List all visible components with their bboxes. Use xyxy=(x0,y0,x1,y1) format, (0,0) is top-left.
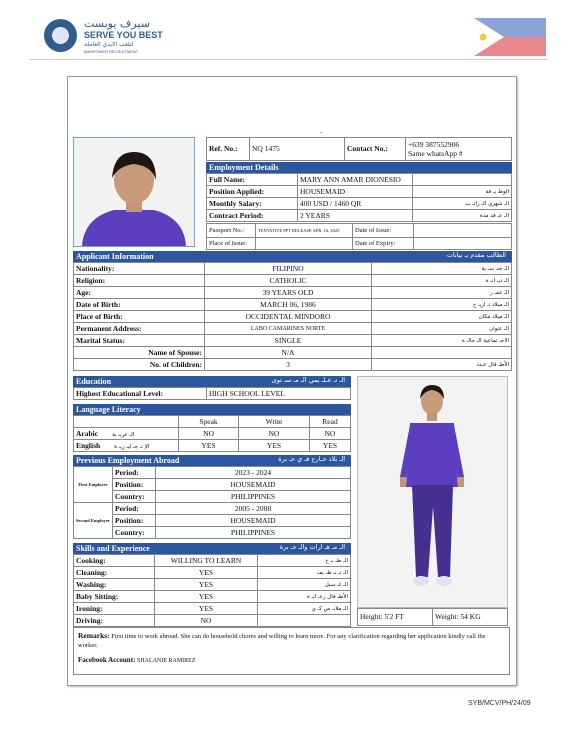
expiry-label: Date of Expiry: xyxy=(353,238,414,250)
employment-arabic-label: الوظ يـ فة xyxy=(413,186,512,198)
skill-label: Washing: xyxy=(74,579,155,591)
contact-value-cell xyxy=(406,138,512,161)
applicant-row xyxy=(74,311,512,323)
remarks-box xyxy=(73,627,510,675)
applicant-label: Name of Spouse: xyxy=(74,347,205,359)
applicant-row xyxy=(74,359,512,371)
language-row xyxy=(74,428,351,440)
language-name: English xyxy=(76,440,101,450)
applicant-label: Religion: xyxy=(74,275,205,287)
applicant-arabic-label: الـ عمـ ر xyxy=(372,287,512,299)
facebook-label: Facebook Account: xyxy=(78,656,136,664)
height-value: Height: 5'2 FT xyxy=(358,609,433,626)
applicant-value: 39 YEARS OLD xyxy=(205,287,372,299)
employment-history-row xyxy=(74,527,351,539)
employment-arabic-label xyxy=(413,174,512,186)
employment-value: 400 USD / 1460 QR xyxy=(298,198,413,210)
history-label: Position: xyxy=(113,515,156,527)
applicant-arabic-label: الاجـ تماعية الـ حالـ ة xyxy=(372,335,512,347)
skill-row xyxy=(74,555,351,567)
previous-employment-section-header xyxy=(73,455,351,466)
employment-row xyxy=(207,210,512,222)
applicant-label: Permanent Address: xyxy=(74,323,205,335)
applicant-full-body-photo xyxy=(357,376,508,608)
history-value: 2005 - 2008 xyxy=(156,503,351,515)
logo-arabic-text: سيرف يوبست xyxy=(84,17,150,30)
skill-row xyxy=(74,591,351,603)
applicant-title-arabic: الطالب مقدم يـ بيانات xyxy=(446,251,506,259)
language-row xyxy=(74,440,351,452)
skill-arabic-label xyxy=(258,615,351,627)
education-table xyxy=(73,387,351,400)
applicant-arabic-label: الأطـ فال عـدد xyxy=(372,359,512,371)
applicant-arabic-label: الـ ميلاد مكان xyxy=(372,311,512,323)
passport-label: Passport No.: xyxy=(207,224,256,238)
applicant-label: Place of Birth: xyxy=(74,311,205,323)
education-label: Highest Educational Level: xyxy=(74,388,207,400)
employment-label: Contract Period: xyxy=(207,210,298,222)
skill-arabic-label: الـ ملابـ س كـ ي xyxy=(258,603,351,615)
skills-title-arabic: الـ مـ هـ ارات والـ خـ برة xyxy=(279,543,345,551)
expiry-value xyxy=(414,238,512,250)
employment-arabic-label: الـ عـ قد مدة xyxy=(413,210,512,222)
history-value: PHILIPPINES xyxy=(156,491,351,503)
history-label: Country: xyxy=(113,527,156,539)
logo-emblem-icon xyxy=(44,19,77,52)
history-label: Period: xyxy=(113,503,156,515)
weight-value: Weight: 54 KG xyxy=(433,609,508,626)
logo-arabic-subtext: لتلعب الايدي العاملة xyxy=(84,41,134,48)
skill-value: YES xyxy=(155,567,258,579)
education-value: HIGH SCHOOL LEVEL xyxy=(207,388,351,400)
skill-row xyxy=(74,603,351,615)
history-value: 2023 - 2024 xyxy=(156,467,351,479)
write-header: Write xyxy=(239,416,310,428)
employment-value: MARY ANN AMAR DIONESIO xyxy=(298,174,413,186)
skills-section-header xyxy=(73,543,351,554)
language-name: Arabic xyxy=(76,428,99,438)
language-name-cell xyxy=(74,428,179,440)
education-title: Education xyxy=(76,377,112,386)
speak-value: NO xyxy=(179,428,239,440)
history-value: HOUSEMAID xyxy=(156,479,351,491)
language-name-arabic: الإ نـ جـ ليـ زيـ ة xyxy=(114,443,150,450)
applicant-value: LABO CAMARINES NORTE xyxy=(205,323,372,335)
applicant-arabic-label: الـ عنوان xyxy=(372,323,512,335)
previous-employment-table xyxy=(73,466,351,539)
decorative-mark: - xyxy=(320,130,322,136)
applicant-row xyxy=(74,335,512,347)
history-label: Position: xyxy=(113,479,156,491)
skill-arabic-label: الـ طـ بـ خ xyxy=(258,555,351,567)
issue-value xyxy=(414,224,512,238)
contact-value: +639 387552906 xyxy=(408,140,460,149)
history-value: HOUSEMAID xyxy=(156,515,351,527)
applicant-value: N/A xyxy=(205,347,372,359)
language-section-header xyxy=(73,404,351,415)
history-value: PHILIPPINES xyxy=(156,527,351,539)
applicant-value: FILIPINO xyxy=(205,263,372,275)
skill-arabic-label: الـ تـ نـ ظـ يف xyxy=(258,567,351,579)
employment-title: Employment Details xyxy=(209,163,279,172)
applicant-value: CATHOLIC xyxy=(205,275,372,287)
employment-value: 2 YEARS xyxy=(298,210,413,222)
employment-history-row xyxy=(74,503,351,515)
applicant-row xyxy=(74,275,512,287)
history-label: Country: xyxy=(113,491,156,503)
skill-label: Driving: xyxy=(74,615,155,627)
applicant-row xyxy=(74,299,512,311)
applicant-value: MARCH 06, 1986 xyxy=(205,299,372,311)
employment-label: Full Name: xyxy=(207,174,298,186)
philippines-flag-icon xyxy=(474,18,546,56)
employment-label: Monthly Salary: xyxy=(207,198,298,210)
reference-table xyxy=(206,137,512,161)
biodata-form xyxy=(67,76,517,686)
applicant-row xyxy=(74,347,512,359)
skill-value: YES xyxy=(155,579,258,591)
applicant-arabic-label: الـ جنـ سـ ية xyxy=(372,263,512,275)
place-label: Place of Issue: xyxy=(207,238,256,250)
applicant-label: Date of Birth: xyxy=(74,299,205,311)
language-name-cell xyxy=(74,440,179,452)
language-name-arabic: الـ عربـ ية xyxy=(112,431,135,438)
facebook-value: SHALANIE RAMIREZ xyxy=(136,658,196,664)
skill-value: NO xyxy=(155,615,258,627)
document-code: SYB/MCV/PH/24/09 xyxy=(468,700,531,707)
education-section-header xyxy=(73,376,351,387)
logo-english-text: SERVE YOU BEST xyxy=(84,30,163,40)
write-value: YES xyxy=(239,440,310,452)
employment-row xyxy=(207,198,512,210)
place-value xyxy=(256,238,353,250)
skills-title: Skills and Experience xyxy=(76,544,150,553)
applicant-label: Nationality: xyxy=(74,263,205,275)
skill-arabic-label: الأطـ فال رعـ ايـ ة xyxy=(258,591,351,603)
language-table xyxy=(73,415,351,452)
logo-subtext: MANPOWER RECRUITMENT xyxy=(84,49,139,54)
read-header: Read xyxy=(310,416,351,428)
education-title-arabic: الـ تـ عـلـ يمي الـ مـ سـ توى xyxy=(271,376,345,384)
read-value: NO xyxy=(310,428,351,440)
skill-arabic-label: الـ غـ سيل xyxy=(258,579,351,591)
previous-employment-title: Previous Employment Abroad xyxy=(76,456,180,465)
applicant-value: OCCIDENTAL MINDORO xyxy=(205,311,372,323)
ref-label: Ref. No.: xyxy=(207,138,250,161)
skill-label: Ironing: xyxy=(74,603,155,615)
employment-value: HOUSEMAID xyxy=(298,186,413,198)
ref-value: NQ 1475 xyxy=(250,138,345,161)
header-divider xyxy=(30,59,548,60)
language-title: Language Literacy xyxy=(76,405,141,414)
skill-label: Cleaning: xyxy=(74,567,155,579)
contact-label: Contact No.: xyxy=(345,138,406,161)
applicant-arabic-label: الـ ديـ انـ ة xyxy=(372,275,512,287)
skills-table xyxy=(73,554,351,627)
employment-table xyxy=(206,173,512,222)
applicant-title: Applicant Information xyxy=(76,252,154,261)
employment-row xyxy=(207,186,512,198)
issue-label: Date of Issue: xyxy=(353,224,414,238)
employment-history-row xyxy=(74,467,351,479)
write-value: NO xyxy=(239,428,310,440)
applicant-row xyxy=(74,287,512,299)
applicant-label: No. of Children: xyxy=(74,359,205,371)
employment-section-header xyxy=(206,162,512,173)
applicant-row xyxy=(74,263,512,275)
previous-employment-title-arabic: الـ بلاد خـارج فـ ي خـ برة xyxy=(278,455,345,463)
company-logo xyxy=(44,17,163,57)
speak-header: Speak xyxy=(179,416,239,428)
employment-history-row xyxy=(74,479,351,491)
employer-name: Second Employer xyxy=(74,503,113,539)
applicant-value: SINGLE xyxy=(205,335,372,347)
history-label: Period: xyxy=(113,467,156,479)
employment-row xyxy=(207,174,512,186)
remarks-text: First time to work abroad. She can do household chores and willing to learn more. For any clarification regarding her application kindly call the worker. xyxy=(78,633,486,649)
applicant-headshot xyxy=(73,137,195,247)
applicant-arabic-label: الـ ميلاد تـ اريـ خ xyxy=(372,299,512,311)
employer-name: First Employer xyxy=(74,467,113,503)
skill-row xyxy=(74,615,351,627)
skill-label: Baby Sitting: xyxy=(74,591,155,603)
employment-arabic-label: الـ شهري الـ راتـ ب xyxy=(413,198,512,210)
remarks-label: Remarks: xyxy=(78,631,110,640)
skill-value: WILLING TO LEARN xyxy=(155,555,258,567)
read-value: YES xyxy=(310,440,351,452)
applicant-label: Marital Status: xyxy=(74,335,205,347)
employment-label: Position Applied: xyxy=(207,186,298,198)
passport-value: TENTATIVE PPT RELEASE APR. 16, 2025 xyxy=(256,224,353,238)
skill-value: YES xyxy=(155,591,258,603)
applicant-section-header xyxy=(73,251,512,262)
employment-history-row xyxy=(74,515,351,527)
skill-label: Cooking: xyxy=(74,555,155,567)
employment-history-row xyxy=(74,491,351,503)
applicant-row xyxy=(74,323,512,335)
measurements-table xyxy=(357,608,508,626)
skill-row xyxy=(74,579,351,591)
applicant-arabic-label xyxy=(372,347,512,359)
applicant-label: Age: xyxy=(74,287,205,299)
applicant-value: 3 xyxy=(205,359,372,371)
skill-value: YES xyxy=(155,603,258,615)
passport-table xyxy=(206,223,512,250)
applicant-table xyxy=(73,262,512,371)
speak-value: YES xyxy=(179,440,239,452)
skill-row xyxy=(74,567,351,579)
whatsapp-note: Same whatsApp # xyxy=(408,149,463,158)
language-header-blank xyxy=(74,416,179,428)
